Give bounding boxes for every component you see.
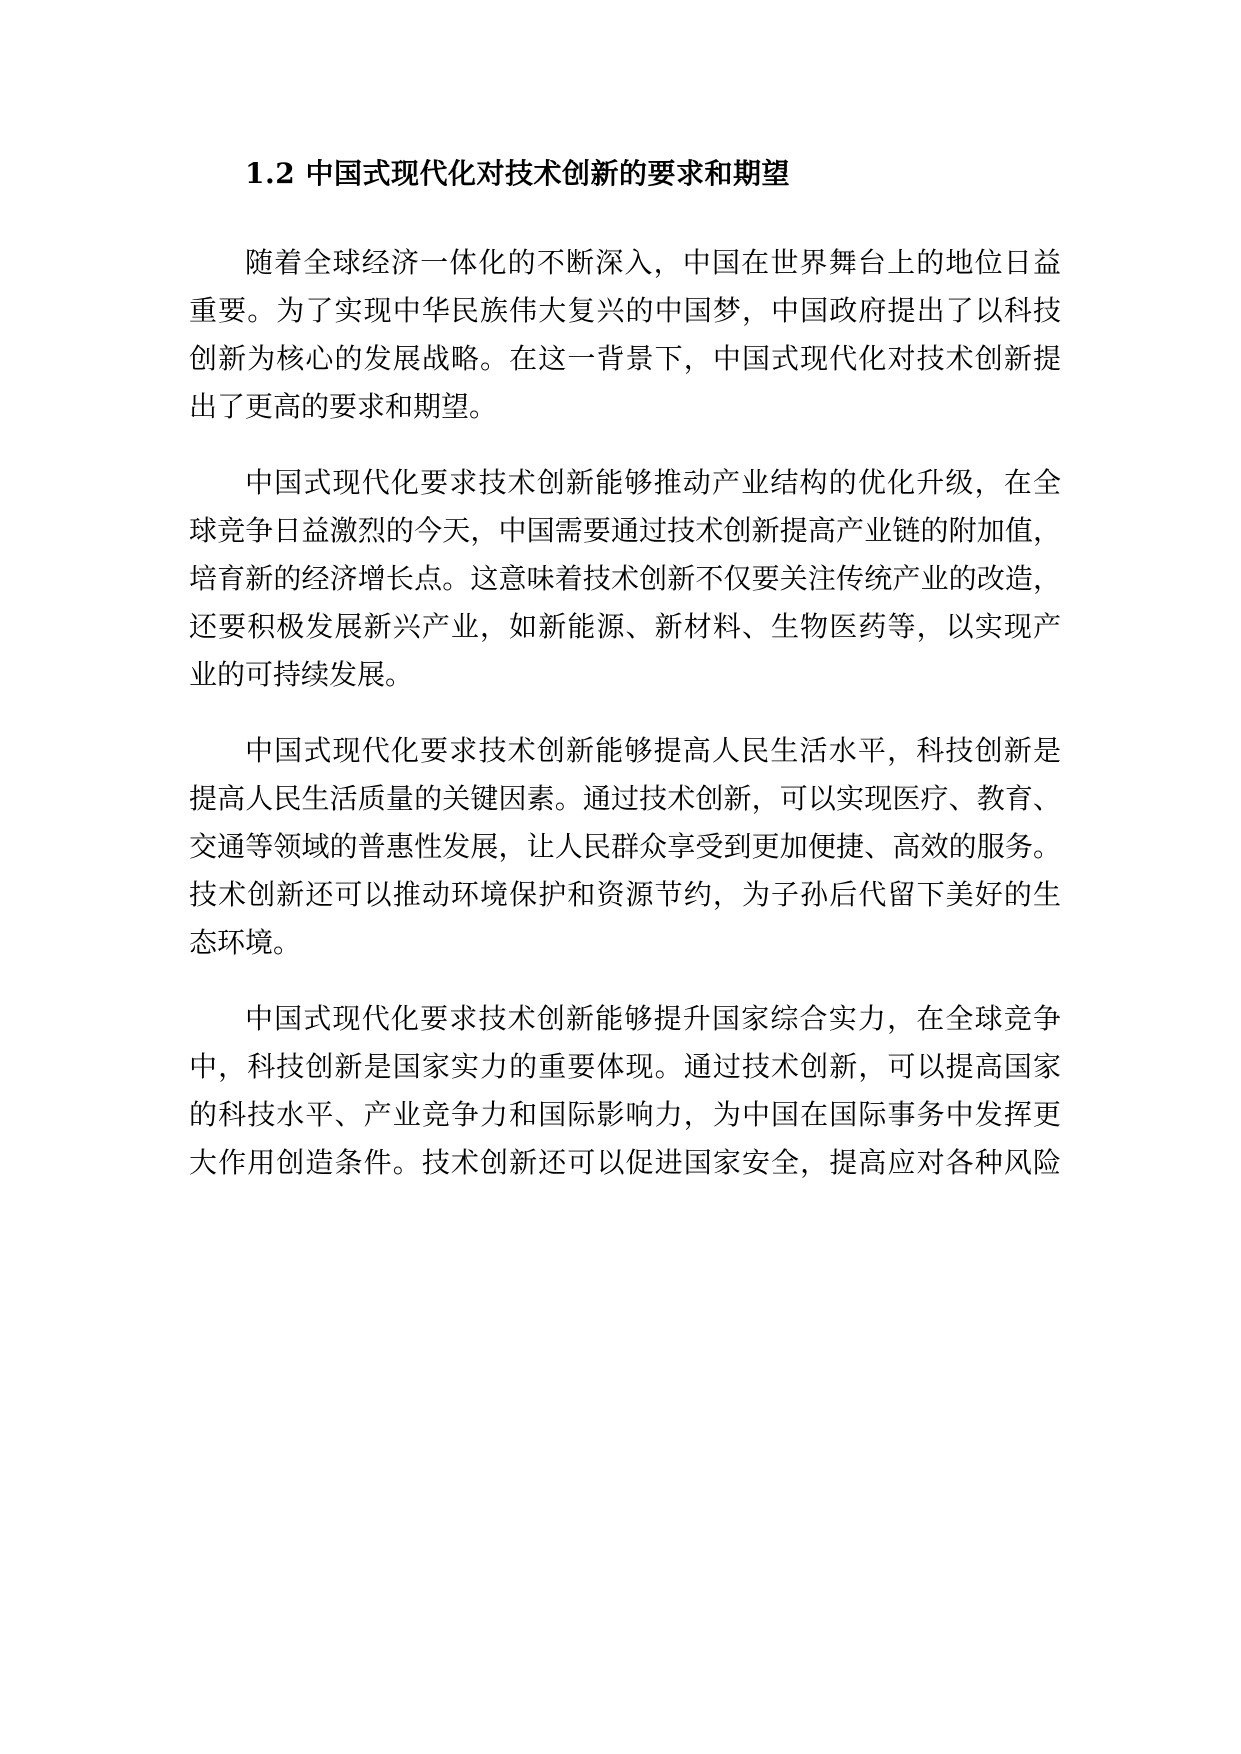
- paragraph-line: 交通等领域的普惠性发展，让人民群众享受到更加便捷、高效的服务。: [189, 830, 1061, 863]
- paragraph-line: 创新为核心的发展战略。在这一背景下，中国式现代化对技术创新提: [189, 342, 1061, 375]
- paragraph-line: 技术创新还可以推动环境保护和资源节约，为子孙后代留下美好的生: [189, 878, 1061, 911]
- paragraph-line: 还要积极发展新兴产业，如新能源、新材料、生物医药等，以实现产: [189, 610, 1061, 643]
- paragraph-line: 中国式现代化要求技术创新能够提升国家综合实力，在全球竞争: [245, 1002, 1061, 1035]
- paragraph-line: 中，科技创新是国家实力的重要体现。通过技术创新，可以提高国家: [189, 1050, 1061, 1083]
- paragraph-2: [189, 459, 1061, 699]
- heading-spacer: [189, 203, 1061, 239]
- paragraph-line: 态环境。: [189, 926, 302, 959]
- paragraph-line: 大作用创造条件。技术创新还可以促进国家安全，提高应对各种风险: [189, 1146, 1061, 1179]
- paragraph-line: 球竞争日益激烈的今天，中国需要通过技术创新提高产业链的附加值，: [189, 514, 1061, 547]
- paragraph-line: 提高人民生活质量的关键因素。通过技术创新，可以实现医疗、教育、: [189, 782, 1061, 815]
- paragraph-line: 的科技水平、产业竞争力和国际影响力，为中国在国际事务中发挥更: [189, 1098, 1061, 1131]
- document-body: [189, 145, 1061, 1215]
- paragraph-line: 中国式现代化要求技术创新能够推动产业结构的优化升级，在全: [245, 466, 1061, 499]
- paragraph-4: [189, 995, 1061, 1187]
- paragraph-line: 重要。为了实现中华民族伟大复兴的中国梦，中国政府提出了以科技: [189, 294, 1061, 327]
- paragraph-line: 中国式现代化要求技术创新能够提高人民生活水平，科技创新是: [245, 734, 1061, 767]
- paragraph-1: [189, 239, 1061, 431]
- paragraph-line: 随着全球经济一体化的不断深入，中国在世界舞台上的地位日益: [245, 246, 1061, 279]
- paragraph-3: [189, 727, 1061, 967]
- paragraph-line: 培育新的经济增长点。这意味着技术创新不仅要关注传统产业的改造，: [189, 562, 1061, 595]
- section-heading: 1.2 中国式现代化对技术创新的要求和期望: [245, 157, 790, 190]
- paragraph-line: 出了更高的要求和期望。: [189, 390, 498, 423]
- paragraph-line: 业的可持续发展。: [189, 658, 414, 691]
